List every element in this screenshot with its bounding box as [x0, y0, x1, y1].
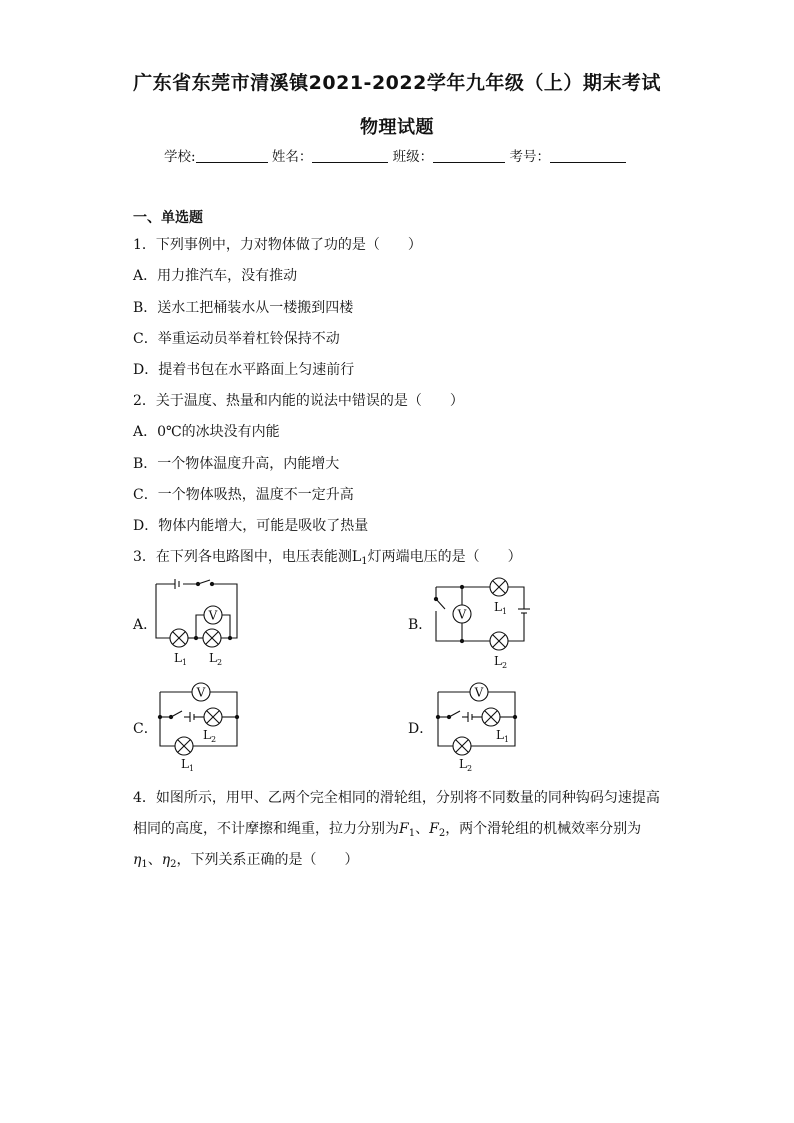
- voltmeter-label: V: [196, 685, 206, 700]
- wire-left-a: [156, 584, 170, 638]
- symbol-f1: F: [399, 821, 409, 837]
- circuit-diagram-d: [430, 680, 530, 775]
- student-info-fields: [164, 145, 626, 165]
- lamp-l1-cross: [173, 632, 186, 645]
- junction-dot: [228, 636, 231, 639]
- q2-option-a: A．0℃的冰块没有内能: [133, 424, 280, 440]
- lamp-l2-label: $L_2$: [459, 757, 473, 773]
- lamp-l2-cross: [493, 635, 506, 648]
- lamp-l1-label: $L_1$: [494, 600, 508, 616]
- symbol-f1-sub: 1: [408, 828, 416, 839]
- q4-line-3: [133, 849, 359, 870]
- symbol-eta2-sub: 2: [170, 859, 177, 870]
- q3-stem-pre: 3．在下列各电路图中，电压表能测L: [133, 549, 362, 565]
- section-heading: 一、单选题: [133, 210, 203, 226]
- circuit-diagram-a: [150, 578, 250, 673]
- lamp-l2-cross: [206, 632, 219, 645]
- q1-stem: 1．下列事例中，力对物体做了功的是（ ）: [133, 237, 422, 253]
- exam-subtitle: 物理试题: [360, 117, 434, 138]
- field-school-blank[interactable]: [196, 148, 268, 163]
- switch-blade: [198, 580, 210, 584]
- field-examno-label: 考号：: [509, 149, 550, 165]
- junction-dot: [436, 715, 439, 718]
- lamp-l1-cross: [178, 740, 191, 753]
- symbol-eta1: η: [133, 852, 142, 868]
- q3-stem-sub: 1: [361, 556, 368, 567]
- switch-pivot: [434, 597, 437, 600]
- exam-title: 广东省东莞市清溪镇2021-2022学年九年级（上）期末考试: [133, 72, 661, 94]
- junction-dot: [194, 636, 197, 639]
- voltmeter-label: V: [208, 608, 218, 623]
- q3-option-d-label: D．: [408, 721, 434, 737]
- q4-line-2-text-b: ，两个滑轮组的机械效率分别为: [445, 821, 642, 837]
- q2-option-c: C．一个物体吸热，温度不一定升高: [133, 487, 354, 503]
- switch-blade: [449, 711, 460, 717]
- q1-option-b: B．送水工把桶装水从一楼搬到四楼: [133, 300, 354, 316]
- q3-option-b-label: B．: [408, 617, 433, 633]
- voltmeter-label: V: [474, 685, 484, 700]
- lamp-l1-cross: [485, 711, 498, 724]
- lamp-l2-label: $L_2$: [209, 651, 223, 667]
- symbol-eta1-sub: 1: [141, 859, 148, 870]
- q4-line-3-text: ，下列关系正确的是（ ）: [176, 852, 359, 868]
- field-class-blank[interactable]: [433, 148, 505, 163]
- q4-line-1: 4．如图所示，用甲、乙两个完全相同的滑轮组，分别将不同数量的同种钩码匀速提高: [133, 790, 660, 806]
- symbol-sep: 、: [415, 821, 430, 837]
- lamp-l1-label: $L_1$: [174, 651, 188, 667]
- field-examno-blank[interactable]: [550, 148, 626, 163]
- q3-option-a-label: A．: [133, 617, 158, 633]
- q4-line-2-text: 相同的高度，不计摩擦和绳重，拉力分别为: [133, 821, 399, 837]
- q1-option-a: A．用力推汽车，没有推动: [133, 268, 298, 284]
- wire-right-bottom-b: [508, 613, 524, 641]
- q3-option-c-label: C．: [133, 721, 158, 737]
- wire-left-d: [438, 692, 453, 746]
- q2-option-d: D．物体内能增大，可能是吸收了热量: [133, 518, 369, 534]
- voltmeter-label: V: [457, 607, 467, 622]
- lamp-l2-cross: [456, 740, 469, 753]
- lamp-l2-label: $L_2$: [494, 654, 508, 670]
- field-name-label: 姓名：: [271, 149, 313, 165]
- lamp-l1-label: $L_1$: [496, 728, 510, 744]
- symbol-f2-sub: 2: [438, 828, 446, 839]
- q1-option-d: D．提着书包在水平路面上匀速前行: [133, 362, 355, 378]
- junction-dot: [513, 715, 516, 718]
- lamp-l2-cross: [207, 711, 220, 724]
- switch-blade: [171, 711, 182, 717]
- q3-stem: [133, 546, 522, 567]
- lamp-l1-cross: [493, 581, 506, 594]
- lamp-l2-label: $L_2$: [203, 728, 217, 744]
- q3-stem-post: 灯两端电压的是（ ）: [367, 549, 522, 565]
- symbol-sep: 、: [147, 852, 162, 868]
- field-class-label: 班级：: [392, 149, 434, 165]
- junction-dot: [158, 715, 161, 718]
- circuit-diagram-c: [152, 680, 252, 775]
- q1-option-c: C．举重运动员举着杠铃保持不动: [133, 331, 340, 347]
- circuit-diagram-b: [428, 575, 538, 670]
- field-name-blank[interactable]: [312, 148, 388, 163]
- symbol-f2: F: [429, 821, 439, 837]
- wire-left-c: [160, 692, 175, 746]
- field-school-label: 学校:: [164, 149, 196, 165]
- wire-right-top-b: [508, 587, 524, 609]
- q2-stem: 2．关于温度、热量和内能的说法中错误的是（ ）: [133, 393, 464, 409]
- symbol-eta2: η: [161, 852, 171, 868]
- lamp-l1-label: $L_1$: [181, 757, 195, 773]
- q2-option-b: B．一个物体温度升高，内能增大: [133, 456, 340, 472]
- junction-dot: [235, 715, 238, 718]
- q4-line-2: [133, 818, 641, 839]
